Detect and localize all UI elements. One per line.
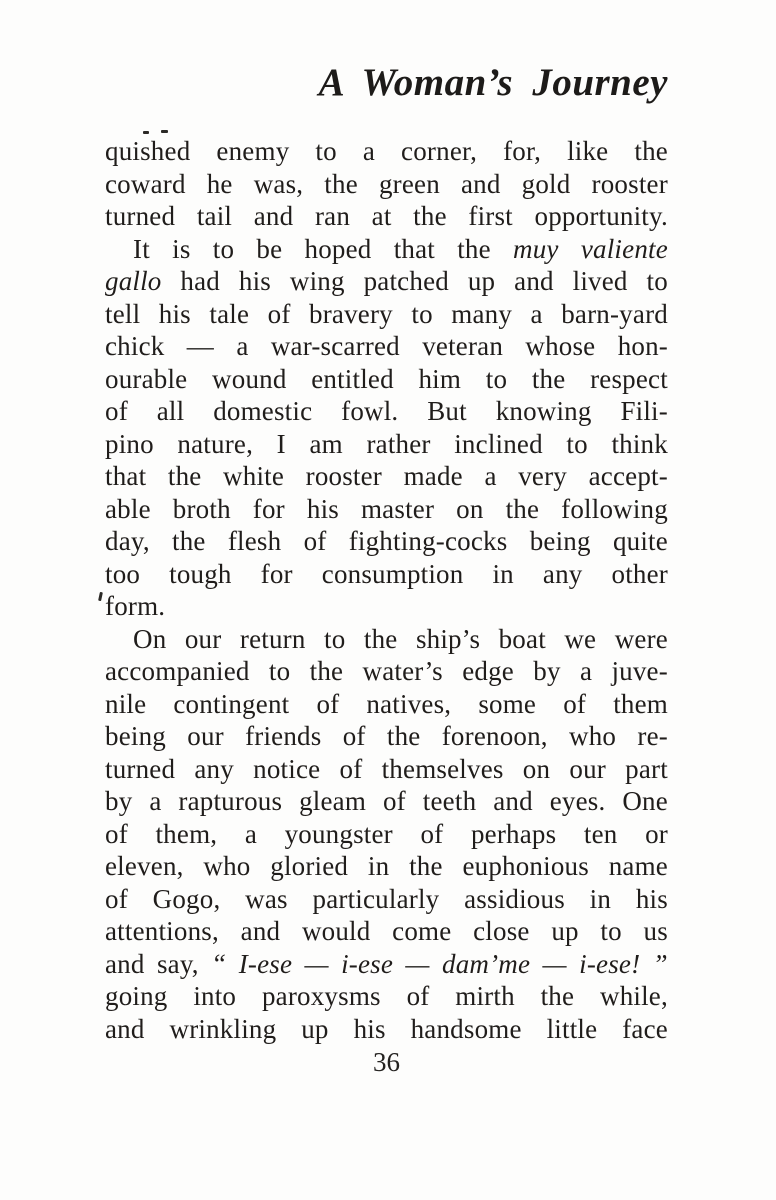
text-line: On our return to the ship’s boat we were <box>133 623 668 654</box>
text-line: ourable wound entitled him to the respect <box>105 363 668 394</box>
text-line: form. <box>105 591 166 621</box>
text-line: accompanied to the water’s edge by a juve- <box>105 656 668 686</box>
text-line: of all domestic fowl. But knowing Fili- <box>105 396 668 426</box>
scan-artifact-dot <box>161 130 168 133</box>
text-line: pino nature, I am rather inclined to think <box>105 428 668 459</box>
scan-artifact-dot <box>143 131 149 134</box>
text-line: It is to be hoped that the muy valiente <box>133 233 668 264</box>
text-line: of them, a youngster of perhaps ten or <box>105 818 668 849</box>
text-line: of Gogo, was particularly assidious in his <box>105 883 668 914</box>
text-line: going into paroxysms of mirth the while, <box>105 981 668 1011</box>
text-line: chick — a war-scarred veteran whose hon- <box>105 331 668 361</box>
text-line: that the white rooster made a very accept- <box>105 461 668 491</box>
text-line: and say, “ I-ese — i-ese — dam’me — i-ese! ” <box>105 948 668 979</box>
scan-artifact-tick <box>98 592 103 601</box>
body-text <box>105 135 668 1045</box>
text-line: tell his tale of bravery to many a barn-yard <box>105 298 668 329</box>
text-line: eleven, who gloried in the euphonious name <box>105 851 668 881</box>
text-line: quished enemy to a corner, for, like the <box>105 136 668 166</box>
text-line: turned any notice of themselves on our part <box>105 753 668 784</box>
text-line: gallo had his wing patched up and lived to <box>105 266 668 296</box>
page-number: 36 <box>373 1047 400 1077</box>
text-line: able broth for his master on the following <box>105 493 668 524</box>
text-line: by a rapturous gleam of teeth and eyes. One <box>105 786 668 816</box>
text-line: coward he was, the green and gold rooster <box>105 168 668 199</box>
text-line: attentions, and would come close up to us <box>105 916 668 946</box>
text-line: and wrinkling up his handsome little face <box>105 1013 668 1044</box>
text-line: nile contingent of natives, some of them <box>105 688 668 719</box>
text-line: too tough for consumption in any other <box>105 558 668 589</box>
text-line: turned tail and ran at the first opportunity. <box>105 201 668 231</box>
running-header: A Woman’s Journey <box>318 61 668 104</box>
text-line: being our friends of the forenoon, who re- <box>105 721 668 751</box>
text-line: day, the flesh of fighting-cocks being quite <box>105 526 668 556</box>
